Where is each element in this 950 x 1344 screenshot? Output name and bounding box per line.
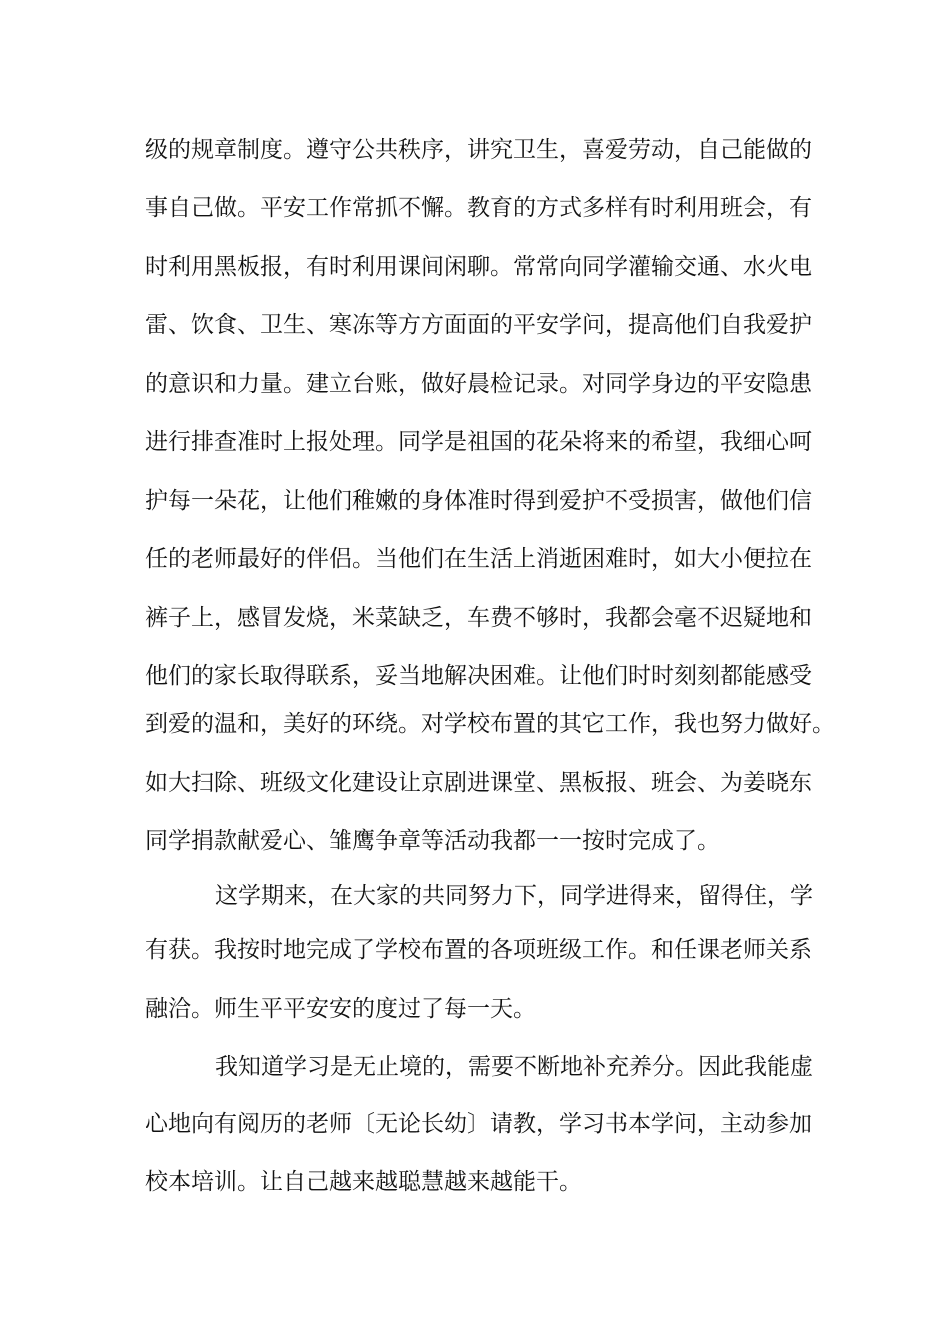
text-line: 有获。我按时地完成了学校布置的各项班级工作。和任课老师关系 bbox=[145, 937, 812, 963]
text-line: 同学捐款献爱心、雏鹰争章等活动我都一一按时完成了。 bbox=[145, 828, 720, 854]
text-line: 任的老师最好的伴侣。当他们在生活上消逝困难时，如大小便拉在 bbox=[145, 546, 812, 572]
text-line: 裤子上，感冒发烧，米菜缺乏，车费不够时，我都会毫不迟疑地和 bbox=[145, 605, 812, 631]
text-line: 融洽。师生平平安安的度过了每一天。 bbox=[145, 996, 536, 1022]
text-line: 进行排查准时上报处理。同学是祖国的花朵将来的希望，我细心呵 bbox=[145, 429, 812, 455]
text-line: 到爱的温和，美好的环绕。对学校布置的其它工作，我也努力做好。 bbox=[145, 711, 835, 737]
text-line: 心地向有阅历的老师〔无论长幼〕请教，学习书本学问，主动参加 bbox=[145, 1111, 812, 1137]
paragraph-start-line: 我知道学习是无止境的，需要不断地补充养分。因此我能虚 bbox=[215, 1054, 813, 1080]
text-line: 事自己做。平安工作常抓不懈。教育的方式多样有时利用班会，有 bbox=[145, 195, 812, 221]
text-line: 时利用黑板报，有时利用课间闲聊。常常向同学灌输交通、水火电 bbox=[145, 254, 812, 280]
text-line: 校本培训。让自己越来越聪慧越来越能干。 bbox=[145, 1169, 582, 1195]
text-line: 级的规章制度。遵守公共秩序，讲究卫生，喜爱劳动，自己能做的 bbox=[145, 137, 812, 163]
text-line: 的意识和力量。建立台账，做好晨检记录。对同学身边的平安隐患 bbox=[145, 371, 812, 397]
text-line: 雷、饮食、卫生、寒冻等方方面面的平安学问，提高他们自我爱护 bbox=[145, 312, 812, 338]
text-line: 如大扫除、班级文化建设让京剧进课堂、黑板报、班会、为姜晓东 bbox=[145, 770, 812, 796]
paragraph-start-line: 这学期来，在大家的共同努力下，同学进得来，留得住，学 bbox=[215, 883, 813, 909]
text-line: 他们的家长取得联系，妥当地解决困难。让他们时时刻刻都能感受 bbox=[145, 663, 812, 689]
text-line: 护每一朵花，让他们稚嫩的身体准时得到爱护不受损害，做他们信 bbox=[145, 488, 812, 514]
